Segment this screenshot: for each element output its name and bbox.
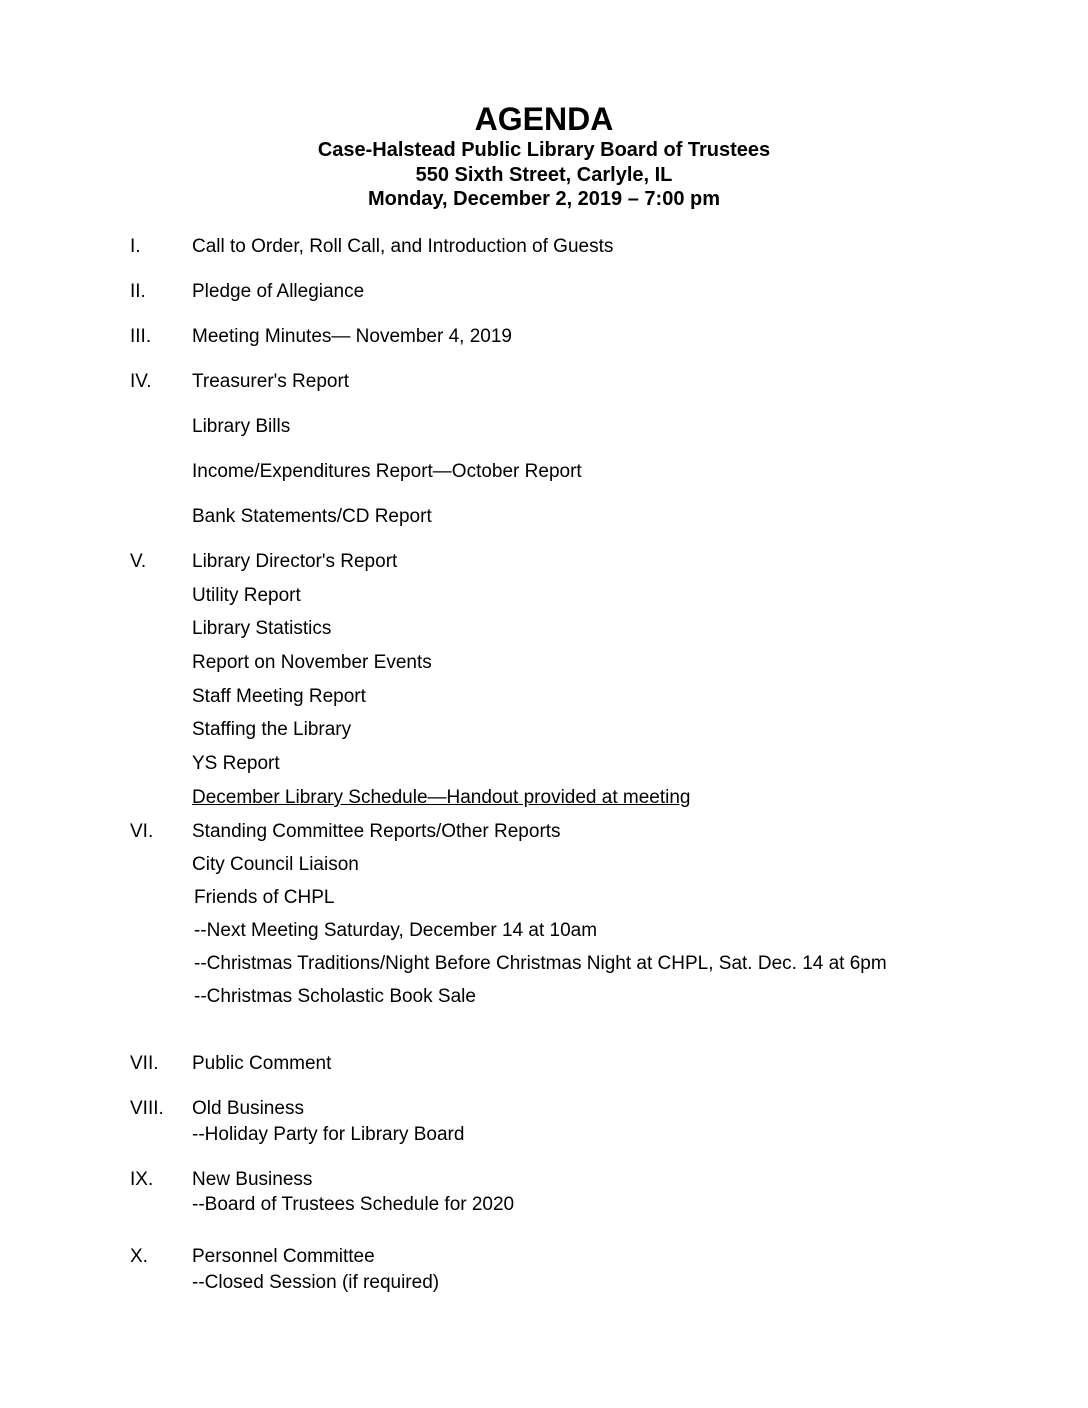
item-number: III. — [130, 326, 152, 347]
item-public-comment: Public Comment — [192, 1053, 332, 1074]
subitem: Staff Meeting Report — [192, 686, 366, 707]
subitem: --Christmas Traditions/Night Before Christmas Night at CHPL, Sat. Dec. 14 at 6pm — [194, 953, 887, 974]
item-directors-report: Library Director's Report — [192, 551, 398, 572]
item-number: VI. — [130, 821, 154, 842]
subitem: Report on November Events — [192, 652, 432, 673]
subitem: --Christmas Scholastic Book Sale — [194, 986, 476, 1007]
subitem: Income/Expenditures Report—October Report — [192, 461, 582, 482]
item-committee-reports: Standing Committee Reports/Other Reports — [192, 821, 561, 842]
address: 550 Sixth Street, Carlyle, IL — [415, 164, 673, 186]
item-number: II. — [130, 281, 146, 302]
subitem: --Closed Session (if required) — [192, 1272, 440, 1293]
agenda-title: AGENDA — [474, 101, 614, 137]
item-pledge: Pledge of Allegiance — [192, 281, 365, 302]
subitem: --Board of Trustees Schedule for 2020 — [192, 1194, 515, 1215]
subitem: YS Report — [192, 753, 280, 774]
subitem: Bank Statements/CD Report — [192, 506, 432, 527]
item-meeting-minutes: Meeting Minutes— November 4, 2019 — [192, 326, 512, 347]
item-old-business: Old Business — [192, 1098, 304, 1119]
item-number: IV. — [130, 371, 152, 392]
subitem-underlined: December Library Schedule—Handout provided at meeting — [192, 787, 691, 808]
meeting-datetime: Monday, December 2, 2019 – 7:00 pm — [367, 188, 720, 210]
item-number: IX. — [130, 1169, 154, 1190]
subitem: Library Bills — [192, 416, 291, 437]
subitem: --Next Meeting Saturday, December 14 at 10am — [194, 920, 598, 941]
subitem: Staffing the Library — [192, 719, 352, 740]
item-personnel-committee: Personnel Committee — [192, 1246, 375, 1267]
item-treasurers-report: Treasurer's Report — [192, 371, 350, 392]
item-call-to-order: Call to Order, Roll Call, and Introduction of Guests — [192, 236, 614, 257]
item-number: VII. — [130, 1053, 159, 1074]
item-number: VIII. — [130, 1098, 164, 1119]
item-number: V. — [130, 551, 147, 572]
subitem: Library Statistics — [192, 618, 332, 639]
subitem: City Council Liaison — [192, 854, 359, 875]
subitem: Utility Report — [192, 585, 301, 606]
item-number: X. — [130, 1246, 148, 1267]
subitem: Friends of CHPL — [194, 887, 335, 908]
organization-name: Case-Halstead Public Library Board of Trustees — [317, 139, 771, 161]
item-new-business: New Business — [192, 1169, 313, 1190]
subitem: --Holiday Party for Library Board — [192, 1124, 465, 1145]
item-number: I. — [130, 236, 141, 257]
